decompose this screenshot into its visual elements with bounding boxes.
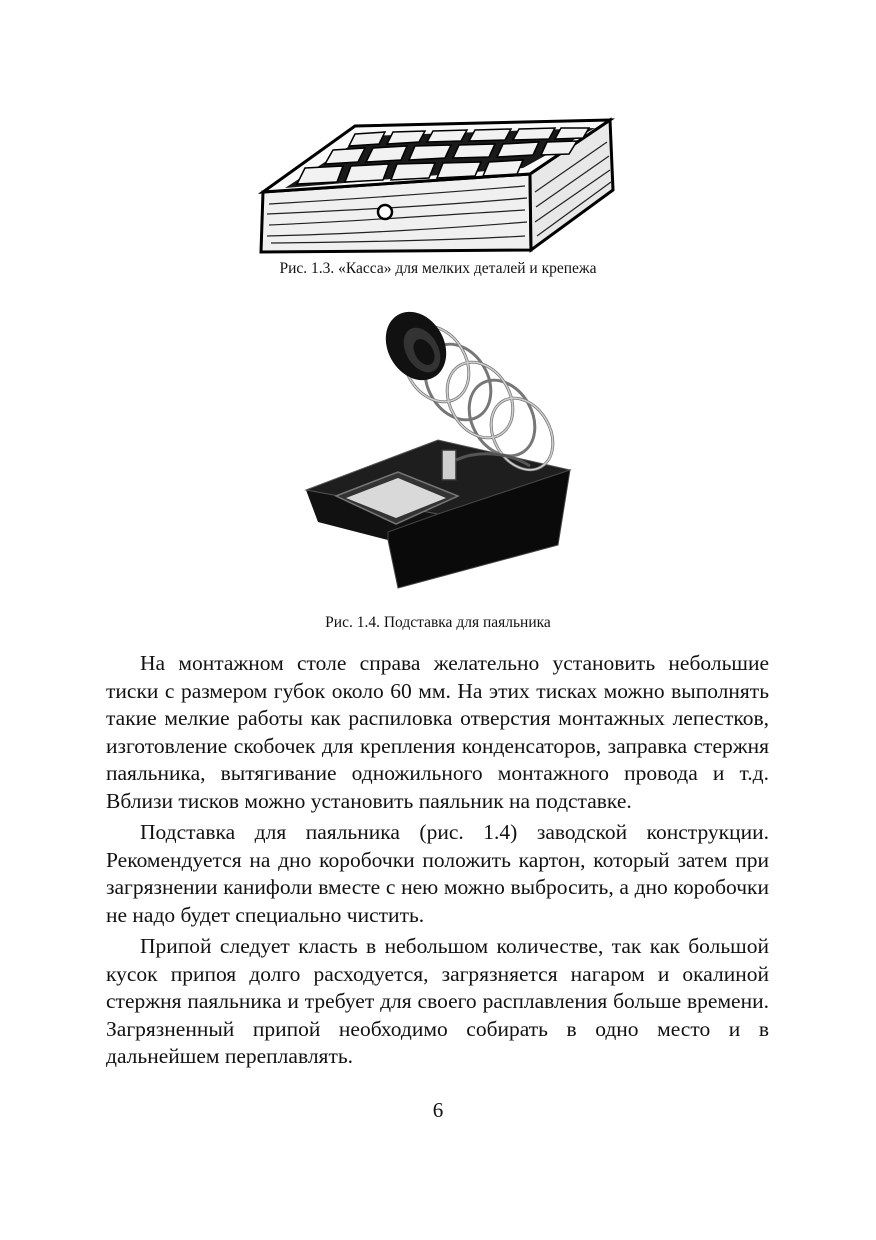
body-text <box>106 650 769 1075</box>
figure-caption: Рис. 1.4. Подставка для паяльника <box>325 614 551 631</box>
figure-caption: Рис. 1.3. «Касса» для мелких деталей и крепежа <box>279 260 597 277</box>
paragraph: Припой следует класть в небольшом количестве, так как большой кусок припоя долго расходуется, загрязняется нагаром и окалиной стержня паяльника и требует для своего расплавления больше времени. Загрязненный припой необходимо собирать в одно место и в дальнейшем переплавлять. <box>106 934 769 1068</box>
paragraph: Подставка для паяльника (рис. 1.4) заводской конструкции. Рекомендуется на дно коробочки положить картон, который затем при загрязнении канифоли вместе с нею можно выбросить, а дно коробочки не надо будет специально чистить. <box>106 820 769 927</box>
parts-organizer-box-illustration <box>255 112 620 262</box>
paragraph: На монтажном столе справа желательно установить небольшие тиски с размером губок около 60 мм. На этих тисках можно выполнять такие мелкие работы как распиловка отверстия монтажных лепестков, изготовление скобочек для крепления конденсаторов, заправка стержня паяльника, вытягивание одножильного монтажного провода и т.д. Вблизи тисков можно установить паяльник на подставке. <box>106 651 769 813</box>
soldering-iron-stand-illustration <box>298 300 578 590</box>
page-number: 6 <box>432 1098 444 1122</box>
